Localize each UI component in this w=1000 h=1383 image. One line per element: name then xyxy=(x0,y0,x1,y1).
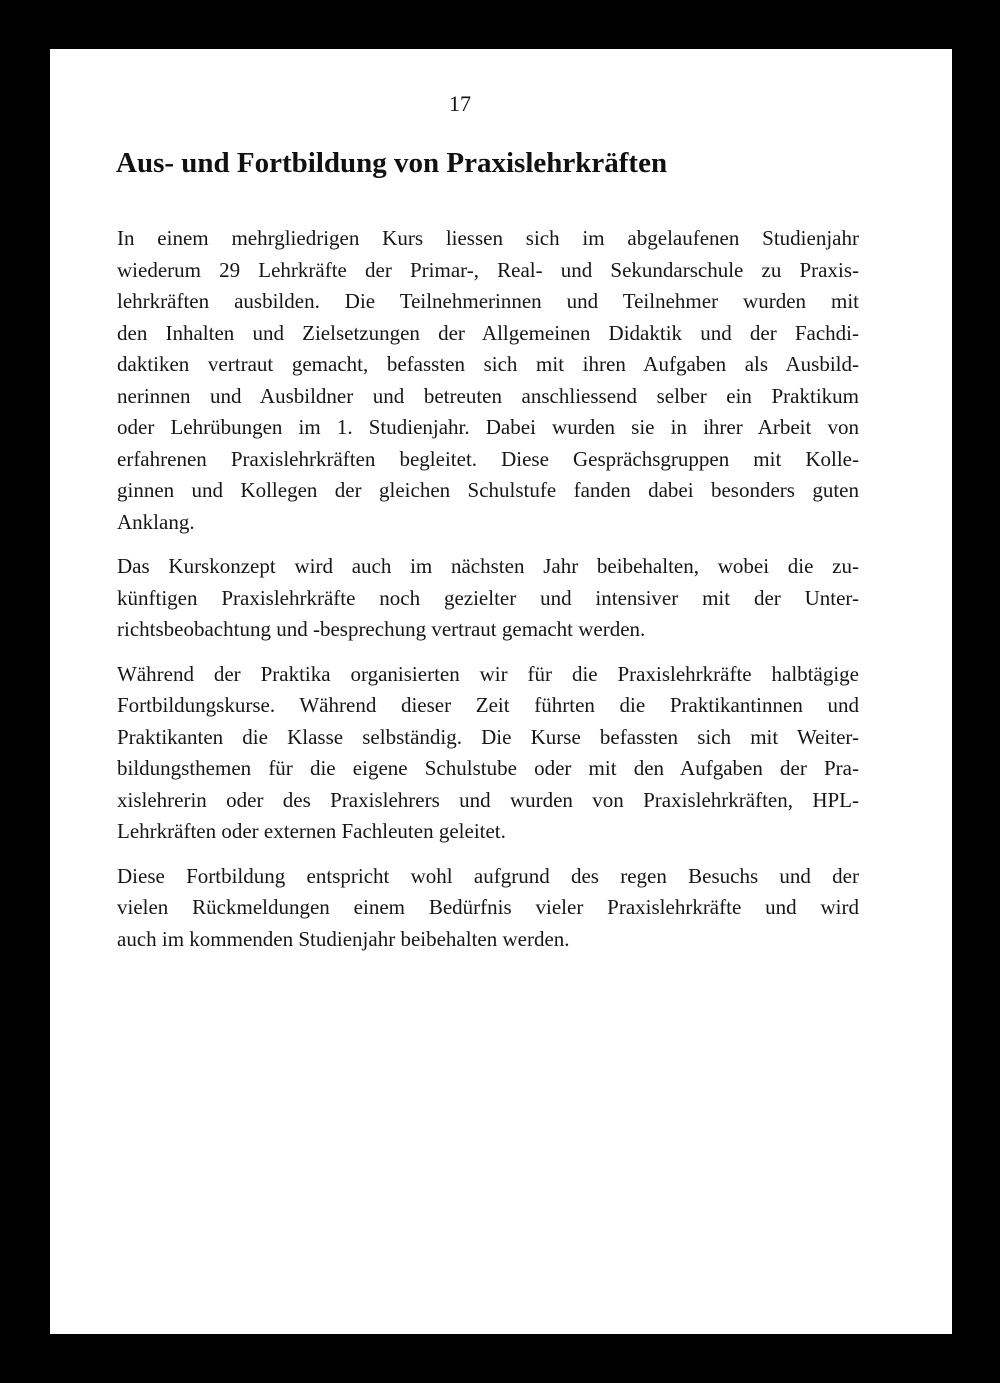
text-line: richtsbeobachtung und -besprechung vertraut gemacht werden. xyxy=(117,617,646,641)
text-line: auch im kommenden Studienjahr beibehalten werden. xyxy=(117,926,570,951)
text-line: künftigen Praxislehrkräfte noch gezielter und intensiver mit der Unter- xyxy=(117,585,859,610)
paragraph xyxy=(117,659,859,848)
text-line: nerinnen und Ausbildner und betreuten anschliessend selber ein Praktikum xyxy=(117,383,859,408)
text-line: Während der Praktika organisierten wir für die Praxislehrkräfte halbtägige xyxy=(117,661,859,686)
text-line: xislehrerin oder des Praxislehrers und wurden von Praxislehrkräften, HPL- xyxy=(117,787,859,812)
page-number: 17 xyxy=(449,91,471,116)
text-line: oder Lehrübungen im 1. Studienjahr. Dabei wurden sie in ihrer Arbeit von xyxy=(117,415,859,439)
text-line: Fortbildungskurse. Während dieser Zeit führten die Praktikantinnen und xyxy=(117,693,859,717)
document-page xyxy=(50,49,952,1334)
text-line: Praktikanten die Klasse selbständig. Die Kurse befassten sich mit Weiter- xyxy=(117,724,859,749)
paragraph xyxy=(117,551,859,646)
text-line: erfahrenen Praxislehrkräften begleitet. Diese Gesprächsgruppen mit Kolle- xyxy=(117,446,859,471)
text-line: vielen Rückmeldungen einem Bedürfnis vieler Praxislehrkräfte und wird xyxy=(117,895,859,919)
text-line: wiederum 29 Lehrkräfte der Primar-, Real- und Sekundarschule zu Praxis- xyxy=(117,257,859,282)
text-line: lehrkräften ausbilden. Die Teilnehmerinnen und Teilnehmer wurden mit xyxy=(117,289,859,313)
text-line: ginnen und Kollegen der gleichen Schulstufe fanden dabei besonders guten xyxy=(117,478,859,502)
text-line: Das Kurskonzept wird auch im nächsten Jahr beibehalten, wobei die zu- xyxy=(117,554,859,578)
paragraph xyxy=(117,223,859,538)
text-line: Lehrkräften oder externen Fachleuten geleitet. xyxy=(117,819,506,843)
text-line: den Inhalten und Zielsetzungen der Allgemeinen Didaktik und der Fachdi- xyxy=(117,320,859,345)
text-line: Anklang. xyxy=(117,509,195,534)
page-title: Aus- und Fortbildung von Praxislehrkräften xyxy=(116,147,668,179)
text-line: Diese Fortbildung entspricht wohl aufgrund des regen Besuchs und der xyxy=(117,863,859,888)
text-line: In einem mehrgliedrigen Kurs liessen sich im abgelaufenen Studienjahr xyxy=(117,226,859,250)
text-line: bildungsthemen für die eigene Schulstube oder mit den Aufgaben der Pra- xyxy=(117,756,859,780)
text-line: daktiken vertraut gemacht, befassten sich mit ihren Aufgaben als Ausbild- xyxy=(117,352,859,376)
body-text xyxy=(117,223,859,968)
paragraph xyxy=(117,861,859,956)
